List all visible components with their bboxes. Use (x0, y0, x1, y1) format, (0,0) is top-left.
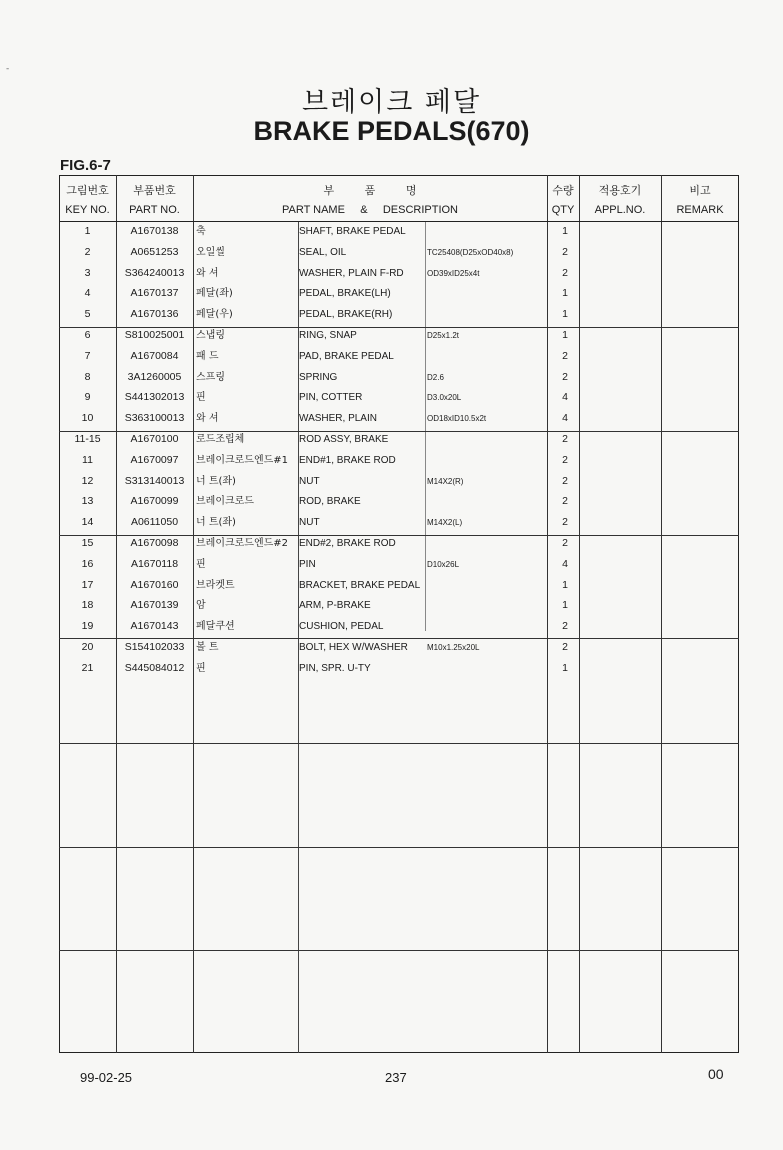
table-row (59, 283, 739, 304)
part-no-cell: S810025001 (124, 329, 185, 341)
header-name-ko: 부 품 명 (323, 185, 417, 197)
description-cell: M14X2(L) (427, 518, 463, 528)
part-name-ko-cell: 브레이크로드엔드#1 (196, 454, 289, 466)
group-divider (59, 847, 739, 848)
description-cell: D2.6 (427, 372, 444, 382)
part-name-ko-cell: 암 (196, 600, 206, 612)
key-no-cell: 2 (84, 245, 91, 258)
key-no-cell: 11-15 (74, 433, 101, 445)
part-no-cell: 3A1260005 (127, 370, 182, 383)
part-name-cell: BRACKET, BRAKE PEDAL (299, 579, 421, 591)
table-row (59, 491, 739, 512)
part-no-cell: S441302013 (124, 391, 185, 404)
part-name-cell: WASHER, PLAIN F-RD (299, 267, 404, 279)
part-name-cell: ROD ASSY, BRAKE (299, 434, 389, 445)
footer-page-number: 237 (385, 1070, 407, 1085)
key-no-cell: 20 (81, 641, 94, 653)
part-name-cell: END#1, BRAKE ROD (299, 454, 396, 466)
table-row (59, 616, 739, 637)
table-row (59, 471, 739, 492)
description-cell: M10x1.25x20L (427, 643, 480, 652)
part-no-cell: A0651253 (130, 245, 179, 258)
part-name-ko-cell: 축 (196, 226, 206, 237)
description-cell: OD39xID25x4t (427, 268, 480, 278)
key-no-cell: 18 (81, 599, 94, 612)
table-row (59, 595, 739, 616)
part-name-ko-cell: 브라켓트 (196, 579, 235, 591)
part-no-cell: S363100013 (124, 412, 185, 425)
header-qty-ko: 수량 (552, 185, 574, 197)
part-name-cell: RING, SNAP (299, 330, 357, 341)
part-no-cell: A0611050 (130, 516, 179, 529)
key-no-cell: 13 (81, 495, 94, 508)
page-title-korean: 브레이크 페달 (301, 87, 482, 118)
key-no-cell: 14 (81, 516, 94, 529)
part-name-ko-cell: 너 트(좌) (196, 475, 236, 487)
header-appl-en: APPL.NO. (594, 204, 646, 216)
part-no-cell: S445084012 (124, 661, 185, 674)
footer-date: 99-02-25 (80, 1070, 133, 1085)
header-name (193, 182, 547, 220)
quantity-cell: 2 (562, 453, 568, 466)
part-name-ko-cell: 브레이크로드 (196, 496, 254, 508)
key-no-cell: 10 (81, 412, 94, 425)
footer-revision: 00 (708, 1066, 724, 1082)
header-appl (579, 182, 661, 220)
key-no-cell: 21 (81, 661, 94, 674)
header-part-en: PART NO. (129, 204, 180, 216)
header-part-ko: 부품번호 (133, 185, 176, 197)
quantity-cell: 2 (562, 641, 568, 653)
quantity-cell: 4 (562, 391, 568, 404)
table-row (59, 367, 739, 388)
quantity-cell: 1 (562, 308, 568, 321)
part-no-cell: A1670118 (130, 557, 179, 570)
part-no-cell: A1670100 (130, 433, 179, 445)
key-no-cell: 5 (84, 308, 91, 321)
part-name-ko-cell: 페달(좌) (196, 288, 233, 300)
table-row (59, 637, 739, 658)
key-no-cell: 6 (84, 329, 91, 341)
description-cell: D10x26L (427, 559, 460, 569)
quantity-cell: 2 (562, 266, 568, 279)
table-row (59, 221, 739, 242)
part-name-ko-cell: 핀 (196, 558, 206, 570)
table-row (59, 429, 739, 450)
table-row (59, 575, 739, 596)
part-no-cell: A1670136 (130, 308, 179, 321)
header-remark (661, 182, 739, 220)
key-no-cell: 9 (84, 391, 91, 404)
key-no-cell: 8 (84, 370, 91, 383)
part-no-cell: A1670099 (130, 495, 179, 508)
description-cell: TC25408(D25xOD40x8) (427, 247, 514, 257)
margin-mark: - (6, 64, 10, 74)
table-row (59, 450, 739, 471)
header-key-en: KEY NO. (65, 204, 110, 216)
table-row (59, 408, 739, 429)
part-no-cell: A1670139 (130, 599, 179, 612)
table-row (59, 554, 739, 575)
part-name-cell: PIN, SPR. U-TY (299, 662, 371, 674)
part-name-ko-cell: 패 드 (196, 350, 219, 362)
part-name-cell: NUT (299, 475, 320, 487)
header-remark-en: REMARK (676, 204, 724, 216)
key-no-cell: 17 (81, 578, 94, 591)
part-name-cell: PIN, COTTER (299, 392, 363, 404)
header-key (59, 182, 116, 220)
quantity-cell: 2 (562, 474, 568, 487)
header-part (116, 182, 193, 220)
description-cell: D3.0x20L (427, 393, 462, 403)
quantity-cell: 4 (562, 557, 568, 570)
header-appl-ko: 적용호기 (598, 185, 642, 197)
header-name-en: PART NAME & DESCRIPTION (281, 204, 459, 216)
part-name-ko-cell: 페달(우) (196, 309, 233, 321)
part-name-ko-cell: 와 셔 (196, 267, 219, 279)
part-name-cell: BOLT, HEX W/WASHER (299, 642, 408, 653)
part-name-cell: PAD, BRAKE PEDAL (299, 350, 394, 362)
part-no-cell: A1670143 (130, 620, 179, 633)
part-name-ko-cell: 볼 트 (196, 642, 219, 653)
table-row (59, 242, 739, 263)
table-row (59, 512, 739, 533)
description-cell: OD18xID10.5x2t (427, 414, 487, 424)
part-name-ko-cell: 핀 (196, 662, 206, 674)
part-no-cell: A1670137 (130, 287, 179, 300)
part-name-cell: END#2, BRAKE ROD (299, 538, 396, 549)
key-no-cell: 16 (81, 557, 94, 570)
quantity-cell: 1 (562, 287, 568, 300)
part-name-cell: NUT (299, 517, 320, 529)
part-name-ko-cell: 와 셔 (196, 413, 219, 425)
part-name-ko-cell: 페달쿠션 (196, 621, 235, 633)
key-no-cell: 19 (81, 620, 94, 633)
quantity-cell: 2 (562, 245, 568, 258)
part-no-cell: A1670084 (130, 349, 179, 362)
part-name-cell: WASHER, PLAIN (299, 413, 377, 425)
header-qty-en: QTY (551, 204, 575, 216)
key-no-cell: 4 (84, 287, 91, 300)
description-cell: M14X2(R) (427, 476, 464, 486)
page-title: BRAKE PEDALS(670) (253, 116, 530, 146)
part-name-cell: PEDAL, BRAKE(RH) (299, 309, 393, 321)
part-no-cell: A1670138 (130, 225, 179, 237)
figure-label: FIG.6-7 (60, 157, 111, 174)
key-no-cell: 15 (81, 537, 94, 549)
quantity-cell: 1 (562, 599, 568, 612)
quantity-cell: 2 (562, 495, 568, 508)
table-row (59, 387, 739, 408)
quantity-cell: 1 (562, 225, 568, 237)
quantity-cell: 2 (562, 516, 568, 529)
part-name-cell: ARM, P-BRAKE (299, 600, 371, 612)
part-no-cell: S154102033 (124, 641, 185, 653)
quantity-cell: 2 (562, 349, 568, 362)
part-name-cell: SEAL, OIL (299, 246, 347, 258)
key-no-cell: 3 (84, 266, 91, 279)
part-name-ko-cell: 스냅링 (196, 330, 225, 341)
part-name-cell: SPRING (299, 371, 338, 383)
header-remark-ko: 비고 (689, 185, 711, 197)
part-name-ko-cell: 로드조립체 (196, 434, 245, 445)
table-row (59, 346, 739, 367)
part-no-cell: S364240013 (124, 266, 185, 279)
part-name-ko-cell: 스프링 (196, 371, 225, 383)
part-name-ko-cell: 너 트(좌) (196, 517, 236, 529)
table-row (59, 325, 739, 346)
key-no-cell: 12 (81, 474, 94, 487)
table-row (59, 658, 739, 679)
table-row (59, 533, 739, 554)
key-no-cell: 7 (84, 349, 91, 362)
part-name-ko-cell: 핀 (196, 392, 206, 404)
quantity-cell: 2 (562, 433, 568, 445)
description-cell: D25x1.2t (427, 331, 460, 340)
group-divider (59, 743, 739, 744)
quantity-cell: 2 (562, 620, 568, 633)
part-no-cell: A1670098 (130, 537, 179, 549)
part-name-cell: PIN (299, 558, 316, 570)
quantity-cell: 2 (562, 537, 568, 549)
header-key-ko: 그림번호 (66, 185, 109, 197)
part-name-cell: CUSHION, PEDAL (299, 621, 384, 633)
quantity-cell: 1 (562, 661, 568, 674)
quantity-cell: 1 (562, 578, 568, 591)
part-name-cell: ROD, BRAKE (299, 496, 361, 508)
part-no-cell: S313140013 (124, 474, 185, 487)
part-name-ko-cell: 브레이크로드엔드#2 (196, 538, 289, 549)
key-no-cell: 11 (82, 453, 93, 466)
part-no-cell: A1670160 (130, 578, 179, 591)
part-name-ko-cell: 오일씰 (196, 246, 225, 258)
table-row (59, 304, 739, 325)
header-qty (547, 182, 579, 220)
group-divider (59, 950, 739, 951)
quantity-cell: 4 (562, 412, 568, 425)
part-name-cell: SHAFT, BRAKE PEDAL (299, 226, 406, 237)
part-no-cell: A1670097 (130, 453, 179, 466)
part-name-cell: PEDAL, BRAKE(LH) (299, 288, 391, 300)
quantity-cell: 1 (562, 329, 568, 341)
quantity-cell: 2 (562, 370, 568, 383)
key-no-cell: 1 (84, 225, 91, 237)
table-row (59, 263, 739, 284)
